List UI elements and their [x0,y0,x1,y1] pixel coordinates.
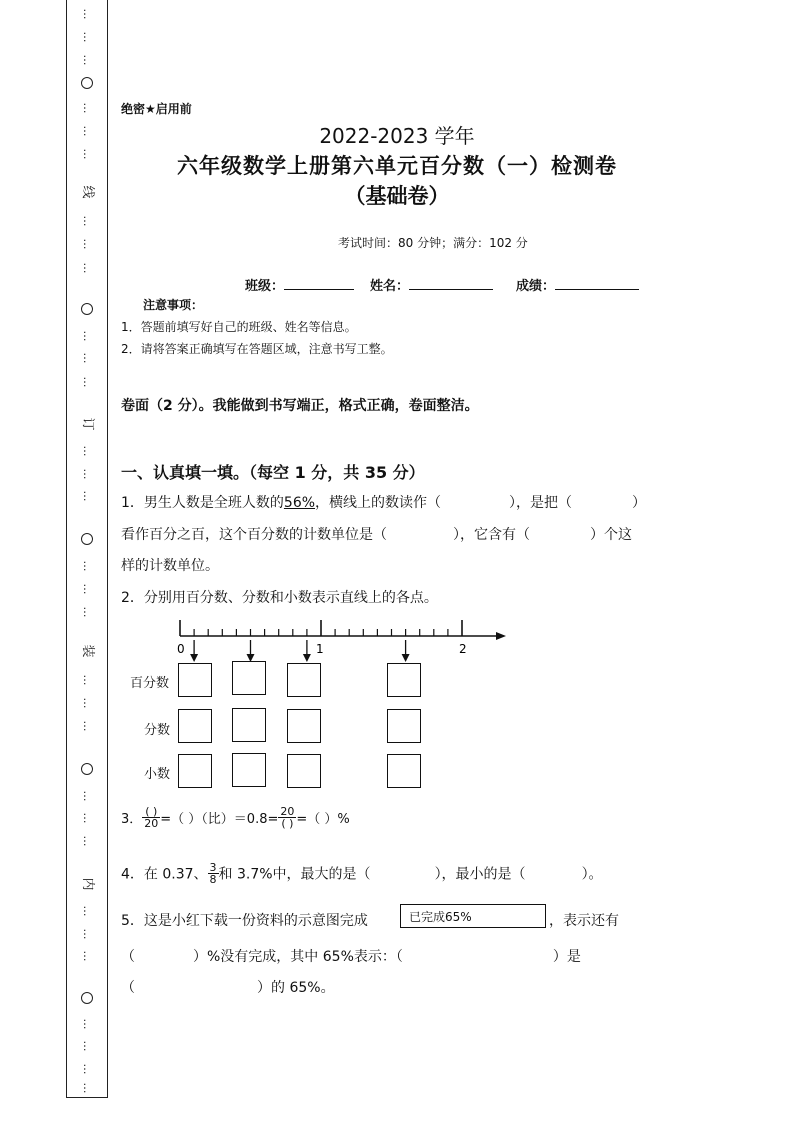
q1-text: 样的计数单位。 [121,558,219,574]
page-title: 六年级数学上册第六单元百分数（一）检测卷 [177,154,617,178]
binding-dots: … [81,102,94,114]
binding-dots: … [81,330,94,342]
q4-text: ）。 [581,866,603,883]
answer-box[interactable] [287,754,321,788]
binding-dots: … [81,1018,94,1030]
school-year: 2022-2023 学年 [319,124,475,148]
question-1-line-2 [121,524,632,544]
q5-text: （ [121,949,135,965]
binding-dots: … [81,31,94,43]
question-1-line-1 [121,492,646,512]
q1-text: ） [632,495,647,511]
q1-text: 看作百分之百，这个百分数的计数单位是（ [121,527,387,543]
name-blank[interactable] [409,275,493,290]
binding-dots: … [81,376,94,388]
answer-box[interactable] [178,663,212,697]
binding-dots: … [81,583,94,595]
binding-circle [81,992,93,1004]
class-label: 班级： [245,279,285,294]
q3-number: 3． [121,812,143,827]
binding-circle [81,763,93,775]
binding-dots: … [81,905,94,917]
name-label: 姓名： [370,279,410,294]
q5-text: ）%没有完成，其中 65%表示：（ [193,949,403,965]
question-2-text: 2．分别用百分数、分数和小数表示直线上的各点。 [121,590,438,606]
binding-dots: … [81,215,94,227]
q1-percent: 56% [283,495,316,511]
answer-box[interactable] [178,709,212,743]
score-label: 成绩： [516,279,556,294]
binding-dots: … [81,1082,94,1094]
neatness-statement: 卷面（2 分）。我能做到书写端正，格式正确，卷面整洁。 [121,398,479,414]
binding-char: 内 [80,877,95,891]
q1-text: 1．男生人数是全班人数的 [121,495,284,511]
q1-text: ，横线上的数读作（ [315,495,442,511]
binding-dots: … [81,697,94,709]
binding-dots: … [81,148,94,160]
binding-dots: … [81,1040,94,1052]
answer-box[interactable] [232,753,266,787]
binding-dots: … [81,835,94,847]
question-5-line-3 [121,977,335,997]
point-arrow-head [303,654,311,662]
binding-char: 装 [80,644,95,658]
score-field [516,275,639,294]
binding-dots: … [81,1063,94,1075]
binding-dots: … [81,468,94,480]
fraction-denominator: 20 [144,817,159,830]
note-item: 1．答题前填写好自己的班级、姓名等信息。 [121,320,357,334]
binding-dots: … [81,560,94,572]
point-arrow-head [190,654,198,662]
answer-box[interactable] [287,663,321,697]
q4-text: 4．在 0.37、 [121,866,208,883]
binding-dots: … [81,445,94,457]
note-item: 2．请将答案正确填写在答题区域，注意书写工整。 [121,342,393,356]
binding-dots: … [81,790,94,802]
binding-circle [81,533,93,545]
section-title: 一、认真填一填。（每空 1 分，共 35 分） [121,463,425,482]
fraction [208,862,219,885]
class-field [245,275,354,294]
binding-dots: … [81,674,94,686]
question-4 [121,862,603,885]
binding-dots: … [81,928,94,940]
question-5-text: ，表示还有 [549,913,619,929]
answer-box[interactable] [387,663,421,697]
binding-dots: … [81,238,94,250]
fraction [278,806,296,829]
answer-box[interactable] [287,709,321,743]
question-5-line-2 [121,946,581,966]
row-label-decimal: 小数 [144,767,171,782]
exam-info: 考试时间：80 分钟；满分：102 分 [338,236,528,250]
binding-dots: … [81,125,94,137]
row-label-percent: 百分数 [130,676,170,691]
q1-text: ）个这 [590,527,632,543]
binding-dots: … [81,54,94,66]
binding-char: 线 [80,185,95,199]
download-progress-bar [400,904,546,928]
fraction-numerator: ( ) [142,806,160,818]
q1-text: ），是把（ [509,495,573,511]
question-5-text: 5．这是小红下载一份资料的示意图完成 [121,913,368,929]
binding-dots: … [81,720,94,732]
binding-dots: … [81,8,94,20]
answer-box[interactable] [232,661,266,695]
binding-dots: … [81,950,94,962]
answer-box[interactable] [178,754,212,788]
binding-dots: … [81,262,94,274]
point-arrows [190,640,410,662]
score-blank[interactable] [555,275,639,290]
binding-dots: … [81,490,94,502]
binding-dots: … [81,812,94,824]
secret-label: 绝密★启用前 [121,102,192,116]
q3-text: =（ ）% [296,812,350,827]
name-field [370,275,493,294]
answer-box[interactable] [232,708,266,742]
fraction-denominator: 8 [209,873,217,886]
tick-label-1: 1 [316,642,324,656]
q5-text: （ [121,980,135,996]
number-line [170,612,515,672]
tick-label-2: 2 [459,642,467,656]
tick-label-0: 0 [177,642,185,656]
binding-char: 订 [80,417,95,431]
q5-text: ）是 [552,949,581,965]
binding-circle [81,303,93,315]
fraction [142,806,160,829]
fraction-numerator: 3 [209,861,217,874]
q1-text: ），它含有（ [453,527,530,543]
binding-dots: … [81,606,94,618]
q4-text: 和 3.7%中，最大的是（ [218,866,371,883]
number-line-arrowhead [496,632,506,640]
fraction-denominator: ( ) [281,817,294,830]
answer-box[interactable] [387,754,421,788]
point-arrow-head [402,654,410,662]
q5-text: ）的 65%。 [257,980,335,996]
fraction-numerator: 20 [280,805,295,818]
q3-text: =（ ）（比）＝0.8= [160,812,279,827]
progress-label: 已完成65% [409,910,472,924]
binding-dots: … [81,352,94,364]
notes-title: 注意事项： [143,298,204,312]
class-blank[interactable] [284,275,354,290]
q4-text: ），最小的是（ [434,866,526,883]
question-3 [121,806,350,829]
row-label-fraction: 分数 [144,723,171,738]
answer-box[interactable] [387,709,421,743]
number-line-ticks [180,620,462,636]
page-subtitle: （基础卷） [344,184,450,208]
